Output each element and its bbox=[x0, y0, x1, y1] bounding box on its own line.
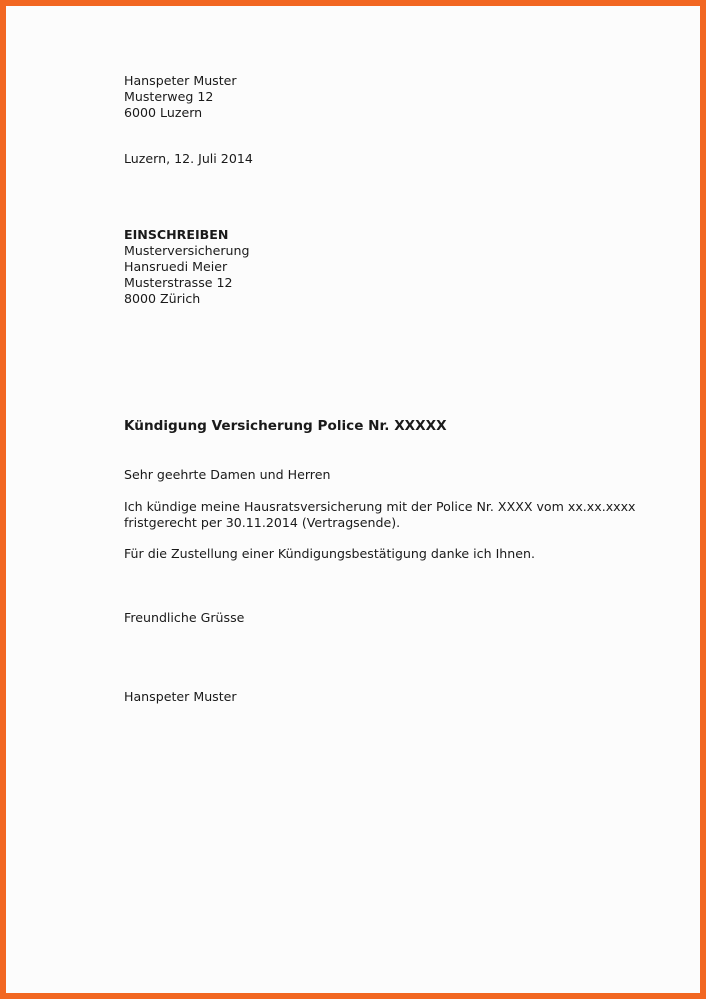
sender-city: 6000 Luzern bbox=[124, 105, 203, 120]
paragraph-2: Für die Zustellung einer Kündigungsbestätigung danke ich Ihnen. bbox=[124, 546, 535, 561]
recipient-contact: Hansruedi Meier bbox=[124, 259, 228, 274]
date-line: Luzern, 12. Juli 2014 bbox=[124, 151, 253, 166]
letter-subject: Kündigung Versicherung Police Nr. XXXXX bbox=[124, 418, 447, 434]
sender-street: Musterweg 12 bbox=[124, 89, 214, 104]
recipient-city: 8000 Zürich bbox=[124, 291, 201, 306]
recipient-company: Musterversicherung bbox=[124, 243, 250, 258]
signature-name: Hanspeter Muster bbox=[124, 689, 237, 704]
salutation: Sehr geehrte Damen und Herren bbox=[124, 467, 331, 482]
recipient-street: Musterstrasse 12 bbox=[124, 275, 233, 290]
sender-name: Hanspeter Muster bbox=[124, 73, 237, 88]
closing: Freundliche Grüsse bbox=[124, 610, 245, 625]
paragraph-1-line-1: Ich kündige meine Hausratsversicherung mit der Police Nr. XXXX vom xx.xx.xxxx bbox=[124, 499, 636, 514]
paragraph-1-line-2: fristgerecht per 30.11.2014 (Vertragsende). bbox=[124, 515, 401, 530]
registered-mail-label: EINSCHREIBEN bbox=[124, 227, 229, 242]
